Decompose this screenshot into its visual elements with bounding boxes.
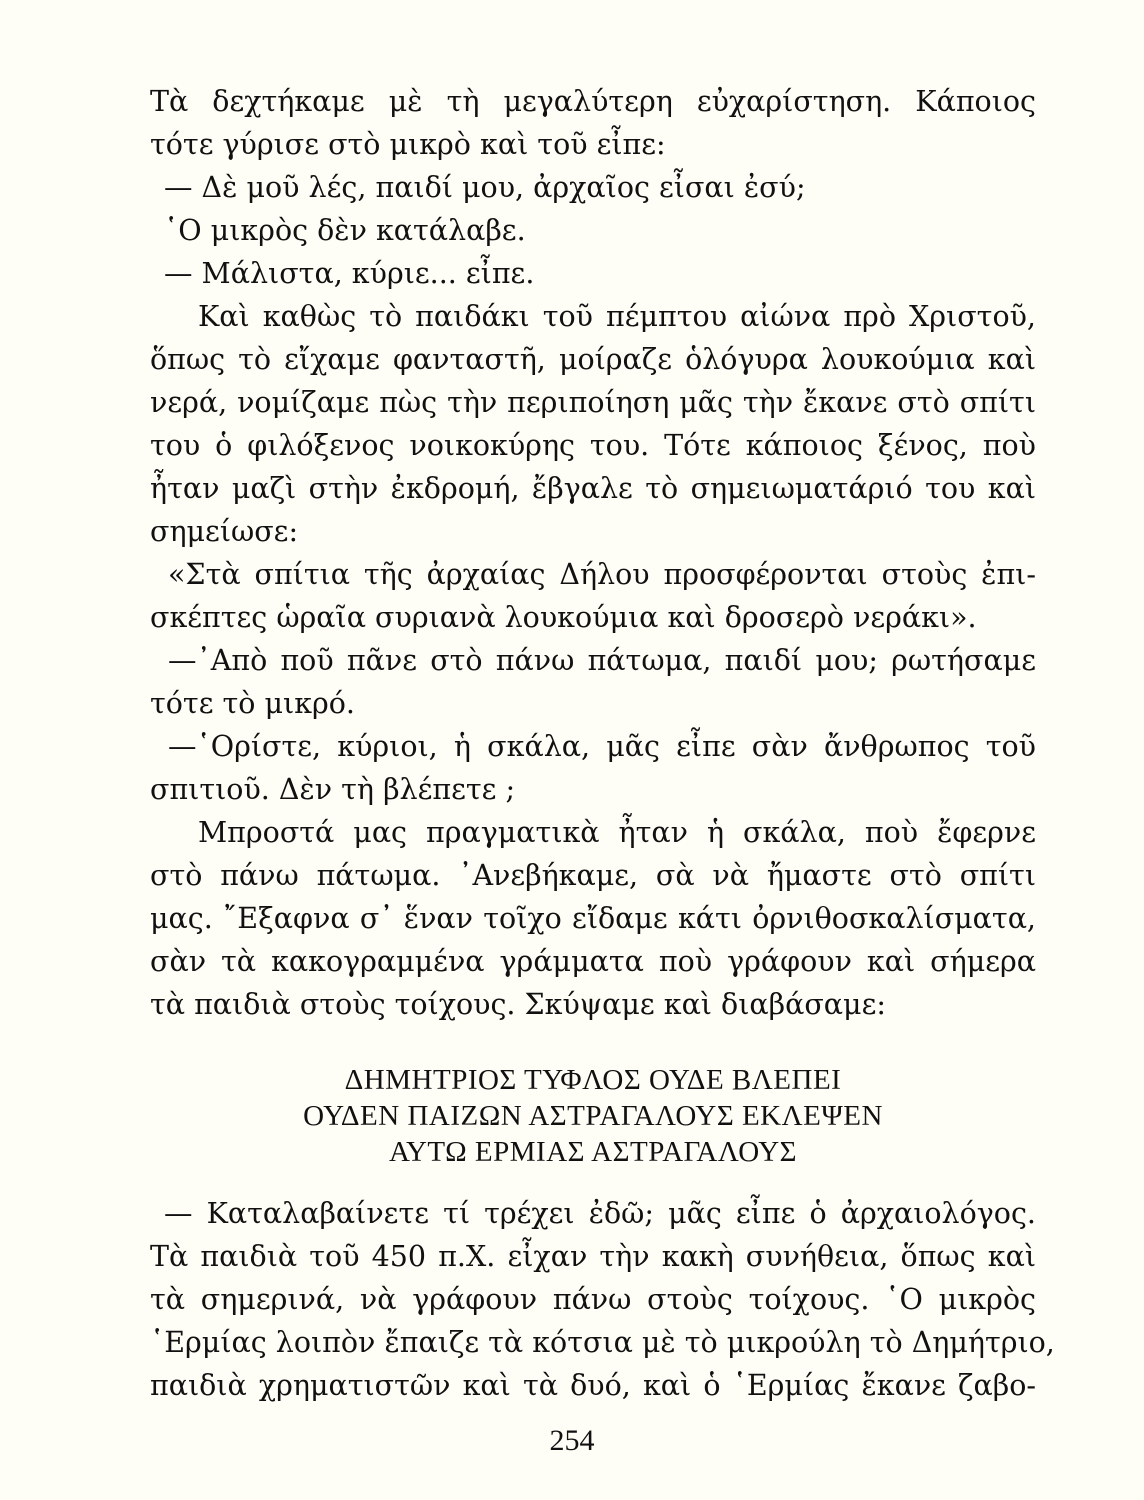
text-line: ὅπως τὸ εἴχαμε φανταστῆ, μοίραζε ὁλόγυρα λουκούμια καὶ	[150, 343, 1036, 376]
text-line: νερά, νομίζαμε πὼς τὴν περιποίηση μᾶς τὴν ἔκανε στὸ σπίτι	[150, 386, 1036, 419]
page-number: 254	[549, 1424, 595, 1457]
text-line: ῾Ο μικρὸς δὲν κατάλαβε.	[164, 214, 526, 247]
text-line: τότε γύρισε στὸ μικρὸ καὶ τοῦ εἶπε:	[150, 128, 666, 161]
text-line: ἦταν μαζὶ στὴν ἐκδρομή, ἔβγαλε τὸ σημειωματάριό του καὶ	[150, 472, 1036, 505]
dialogue-line: — Μάλιστα, κύριε... εἶπε.	[164, 257, 535, 290]
dialogue-line: — Δὲ μοῦ λές, παιδί μου, ἀρχαῖος εἶσαι ἐσύ;	[164, 171, 806, 204]
body-text	[150, 80, 1055, 1407]
text-line: Τὰ παιδιὰ τοῦ 450 π.Χ. εἶχαν τὴν κακὴ συνήθεια, ὅπως καὶ	[150, 1240, 1036, 1273]
paragraph-start: Καὶ καθὼς τὸ παιδάκι τοῦ πέμπτου αἰώνα πρὸ Χριστοῦ,	[198, 300, 1036, 333]
inscription-line: ΑΥΤΩ ΕΡΜΙΑΣ ΑΣΤΡΑΓΑΛΟΥΣ	[388, 1136, 798, 1168]
text-line: τότε τὸ μικρό.	[150, 687, 355, 720]
inscription-line: ΟΥΔΕΝ ΠΑΙΖΩΝ ΑΣΤΡΑΓΑΛΟΥΣ ΕΚΛΕΨΕΝ	[303, 1100, 883, 1132]
paragraph-start: Μπροστά μας πραγματικὰ ἦταν ἡ σκάλα, ποὺ ἔφερνε	[198, 816, 1036, 849]
dialogue-line: —῾Ορίστε, κύριοι, ἡ σκάλα, μᾶς εἶπε σὰν ἄνθρωπος τοῦ	[168, 730, 1036, 763]
text-line: του ὁ φιλόξενος νοικοκύρης του. Τότε κάποιος ξένος, ποὺ	[150, 429, 1036, 462]
text-line: μας. ῎Εξαφνα σ᾿ ἕναν τοῖχο εἴδαμε κάτι ὀρνιθοσκαλίσματα,	[150, 902, 1036, 935]
dialogue-line: —᾿Απὸ ποῦ πᾶνε στὸ πάνω πάτωμα, παιδί μου; ρωτήσαμε	[168, 644, 1036, 677]
text-line: σὰν τὰ κακογραμμένα γράμματα ποὺ γράφουν καὶ σήμερα	[150, 945, 1036, 978]
text-line: παιδιὰ χρηματιστῶν καὶ τὰ δυό, καὶ ὁ ῾Ερμίας ἔκανε ζαβο-	[150, 1369, 1036, 1402]
text-line: τὰ σημερινά, νὰ γράφουν πάνω στοὺς τοίχους. ῾Ο μικρὸς	[150, 1283, 1036, 1316]
dialogue-line: — Καταλαβαίνετε τί τρέχει ἐδῶ; μᾶς εἶπε ὁ ἀρχαιολόγος.	[164, 1197, 1036, 1230]
text-line: τὰ παιδιὰ στοὺς τοίχους. Σκύψαμε καὶ διαβάσαμε:	[150, 988, 886, 1021]
text-line: ῾Ερμίας λοιπὸν ἔπαιζε τὰ κότσια μὲ τὸ μικρούλη τὸ Δημήτριο,	[150, 1326, 1055, 1359]
text-line: σπιτιοῦ. Δὲν τὴ βλέπετε ;	[150, 773, 516, 806]
text-line: Τὰ δεχτήκαμε μὲ τὴ μεγαλύτερη εὐχαρίστηση. Κάποιος	[150, 85, 1036, 118]
quote-line: «Στὰ σπίτια τῆς ἀρχαίας Δήλου προσφέρονται στοὺς ἐπι-	[168, 558, 1036, 591]
quote-line: σκέπτες ὡραῖα συριανὰ λουκούμια καὶ δροσερὸ νεράκι».	[150, 601, 977, 634]
text-line: στὸ πάνω πάτωμα. ᾿Ανεβήκαμε, σὰ νὰ ἤμαστε στὸ σπίτι	[150, 859, 1036, 892]
inscription-line: ΔΗΜΗΤΡΙΟΣ ΤΥΦΛΟΣ ΟΥΔΕ ΒΛΕΠΕΙ	[344, 1064, 842, 1096]
text-line: σημείωσε:	[150, 515, 299, 548]
